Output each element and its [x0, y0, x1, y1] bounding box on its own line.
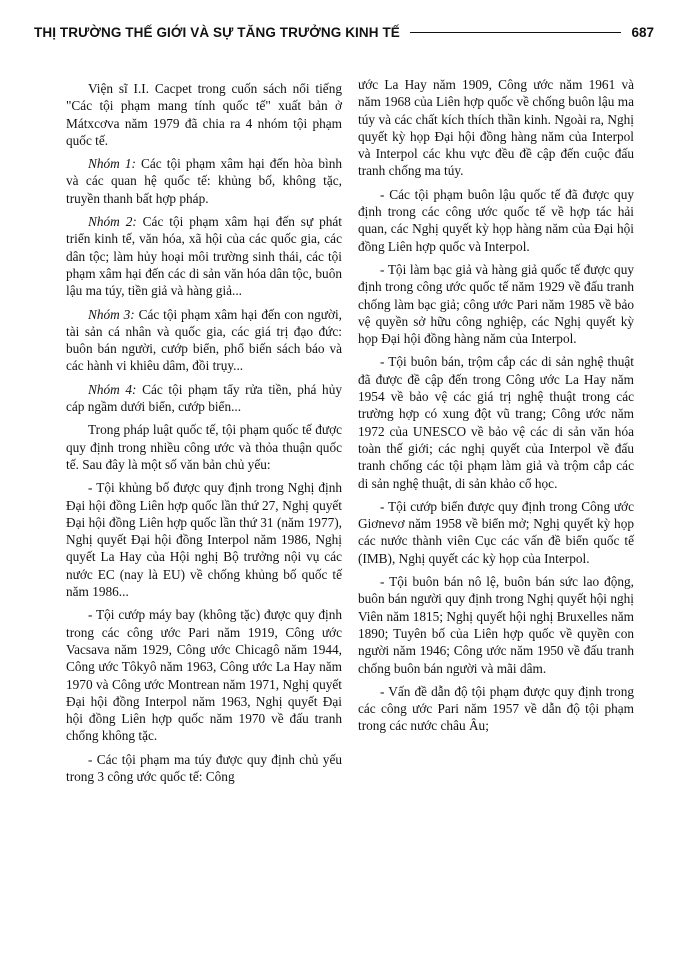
header-rule [410, 32, 622, 33]
paragraph-extradition: - Vấn đề dẫn độ tội phạm được quy định trong các công ước Pari năm 1957 về dẫn độ tội phạm trong các nước châu Âu; [358, 683, 634, 734]
paragraph: Viện sĩ I.I. Cacpet trong cuốn sách nổi tiếng "Các tội phạm mang tính quốc tế" xuất bản ở Mátxcơva năm 1979 đã chia ra 4 nhóm tội phạm quốc tế. [66, 81, 342, 148]
paragraph: Trong pháp luật quốc tế, tội phạm quốc tế được quy định trong nhiều công ước và thỏa thuận quốc tế. Sau đây là một số văn bản chủ yếu: [66, 422, 342, 472]
group-label: Nhóm 2: [88, 214, 137, 230]
paragraph-drugs: - Các tội phạm ma túy được quy định chủ yếu trong 3 công ước quốc tế: Công [66, 751, 342, 784]
paragraph-group-1: Nhóm 1: Các tội phạm xâm hại đến hòa bình và các quan hệ quốc tế: khủng bố, không tặc, truyền thanh bất hợp pháp. [66, 156, 342, 206]
right-column [358, 76, 634, 741]
left-column [66, 80, 342, 791]
page-number: 687 [631, 24, 654, 40]
group-label: Nhóm 1: [88, 156, 136, 172]
paragraph-art-theft: - Tội buôn bán, trộm cắp các di sản nghệ thuật đã được đề cập đến trong Công ước La Hay năm 1954 về bảo vệ các giá trị nghệ thuật trong các trường hợp có xung đột vũ trang; Công ước năm 1972 của UNESCO về bảo vệ các di sản văn hóa toàn thế giới; các nghị quyết của Interpol về đấu tranh chống các tội phạm làm giả và trộm cắp các di sản nghệ thuật, di sản khảo cổ học. [358, 354, 634, 491]
paragraph-terrorism: - Tội khủng bố được quy định trong Nghị định Đại hội đồng Liên hợp quốc lần thứ 27, Nghị quyết Đại hội đồng Liên hợp quốc lần thứ 31 (năm 1977), Nghị quyết Đại hội đồng Interpol năm 1986, Nghị quyết La Hay của Hội nghị Bộ trưởng nội vụ các nước EC (nay là EU) về chống khủng bố quốc tế năm 1986... [66, 480, 342, 600]
paragraph-group-2: Nhóm 2: Các tội phạm xâm hại đến sự phát triển kinh tế, văn hóa, xã hội của các quốc gia, các dân tộc; làm hủy hoại môi trường sinh thái, các tội phạm xâm hại đến các di sản văn hóa dân tộc, buôn lậu ma túy, tiền giả và hàng giả... [66, 214, 342, 299]
paragraph-piracy: - Tội cướp biển được quy định trong Công ước Giơnevơ năm 1958 về biển mở; Nghị quyết kỳ họp các nước thành viên Cục các vấn đề biển quốc tế (IMB), Nghị quyết các kỳ họp của Interpol. [358, 498, 634, 566]
paragraph-trafficking: - Tội buôn bán nô lệ, buôn bán sức lao động, buôn bán người quy định trong Nghị quyết hội nghị Viên năm 1815; Nghị quyết hội nghị Bruxelles năm 1890; Tuyên bố của Liên hợp quốc về quyền con người năm 1946; Công ước năm 1950 về đấu tranh chống buôn bán người và mãi dâm. [358, 574, 634, 676]
paragraph-counterfeit: - Tội làm bạc giả và hàng giả quốc tế được quy định trong công ước quốc tế năm 1929 về đấu tranh chống làm bạc giả; công ước Pari năm 1985 về bảo vệ quyền sở hữu công nghiệp, các Nghị quyết kỳ họp Đại hội đồng hàng năm của Interpol. [358, 261, 634, 347]
group-label: Nhóm 3: [88, 306, 135, 322]
group-label: Nhóm 4: [88, 381, 137, 397]
paragraph-smuggling: - Các tội phạm buôn lậu quốc tế đã được quy định trong các công ước quốc tế về hợp tác hải quan, các Nghị quyết kỳ họp hàng năm của Đại hội đồng Liên hợp quốc và Interpol. [358, 186, 634, 254]
paragraph-continued: ước La Hay năm 1909, Công ước năm 1961 và năm 1968 của Liên hợp quốc về chống buôn lậu ma túy và các chất kích thích thần kinh. Ngoài ra, Nghị quyết kỳ họp Đại hội đồng hàng năm của Interpol và Interpol các khu vực đều đề cập đến cuộc đấu tranh chống ma túy. [358, 77, 634, 179]
running-header-title: THỊ TRƯỜNG THẾ GIỚI VÀ SỰ TĂNG TRƯỞNG KINH TẾ [34, 24, 400, 40]
running-header [34, 22, 654, 42]
paragraph-hijacking: - Tội cướp máy bay (không tặc) được quy định trong các công ước Pari năm 1919, Công ước Vacsava năm 1929, Công ước Chicagô năm 1944, Công ước Tôkyô năm 1963, Công ước La Hay năm 1970 và Công ước Montrean năm 1971, Nghị quyết Đại hội đồng Interpol năm 1963, Nghị quyết Đại hội đồng Liên hợp quốc năm 1970 về đấu tranh chống không tặc. [66, 607, 342, 744]
paragraph-group-4: Nhóm 4: Các tội phạm tẩy rửa tiền, phá hủy cáp ngầm dưới biển, cướp biển... [66, 381, 342, 415]
paragraph-group-3: Nhóm 3: Các tội phạm xâm hại đến con người, tài sản cá nhân và quốc gia, các giá trị đạo đức: buôn bán người, cướp biển, phổ biến sách báo và các hành vi khiêu dâm, đồi trụy... [66, 306, 342, 374]
